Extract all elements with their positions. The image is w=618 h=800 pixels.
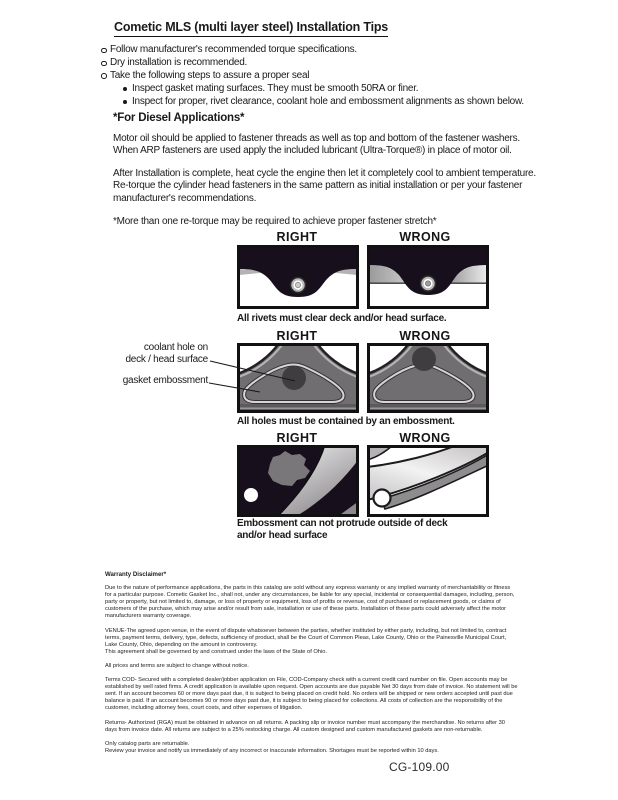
right-label: RIGHT [276, 230, 318, 244]
wrong-label: WRONG [399, 329, 451, 343]
warranty-paragraph: All prices and terms are subject to change without notice. [105, 662, 249, 669]
page-code: CG-109.00 [389, 760, 450, 774]
diesel-note: *More than one re-torque may be required to achieve proper fastener stretch* [113, 215, 437, 227]
dot-bullet-icon [123, 87, 127, 91]
warranty-heading: Warranty Disclaimer* [105, 571, 167, 578]
warranty-paragraph: Review your invoice and notify us immediately of any incorrect or inaccurate information. Shortages must be reported within 10 days. [105, 747, 439, 754]
diesel-heading: *For Diesel Applications* [113, 112, 245, 124]
warranty-disclaimer-section [105, 571, 518, 762]
annotation-text: coolant hole on [143, 342, 208, 353]
caption-line: Embossment can not protrude outside of deck [237, 518, 448, 529]
diagram-protrusion-wrong-panel [367, 445, 489, 517]
bullet-text: Inspect for proper, rivet clearance, coolant hole and embossment alignments as shown below. [132, 95, 524, 107]
diagram-rivet-wrong-panel [367, 245, 489, 309]
diesel-applications-section [113, 112, 543, 238]
bullet-text: Dry installation is recommended. [110, 56, 248, 68]
warranty-paragraph: This agreement shall be governed by and construed under the laws of the State of Ohio. [105, 648, 327, 655]
row1-labels [237, 230, 485, 244]
wrong-label: WRONG [399, 230, 451, 244]
list-item [100, 57, 545, 70]
row3-labels [237, 431, 485, 445]
row2-labels [237, 329, 485, 343]
list-item [122, 96, 545, 109]
row1-caption: All rivets must clear deck and/or head surface. [237, 313, 447, 324]
right-label: RIGHT [276, 431, 318, 445]
diesel-paragraph: Motor oil should be applied to fastener threads as well as top and bottom of the fastener washers. When ARP fasteners are used apply the included lubricant (Ultra-Torque®) in place of motor oil. [113, 132, 520, 157]
row3-caption [237, 518, 487, 542]
tips-bullet-list [100, 44, 545, 83]
warranty-paragraph: Returns- Authorized (RGA) must be obtained in advance on all returns. A packing slip or invoice number must accompany the merchandise. No returns after 30 days from invoice date. All returns are subject to a 25% restocking charge. All custom designed and custom manufactured gaskets are non-returnable. [105, 719, 505, 733]
list-item [100, 44, 545, 57]
diagram-embossment-wrong-panel [367, 343, 489, 413]
row3-panels [237, 445, 489, 517]
list-item [100, 70, 545, 83]
annotation-leader-lines [205, 352, 315, 400]
list-item [122, 83, 545, 96]
installation-tips-section [100, 20, 545, 109]
coolant-hole-annotation [96, 342, 208, 365]
warranty-paragraph: Only catalog parts are returnable. [105, 740, 190, 747]
circle-bullet-icon [101, 61, 107, 67]
page-title: Cometic MLS (multi layer steel) Installation Tips [114, 20, 388, 37]
tips-sub-bullet-list [122, 83, 545, 109]
bullet-text: Inspect gasket mating surfaces. They must be smooth 50RA or finer. [132, 82, 419, 94]
diesel-paragraph: After Installation is complete, heat cycle the engine then let it completely cool to ambient temperature. Re-torque the cylinder head fasteners in the same pattern as initial installation or per your fastener manufacturer's recommendations. [113, 167, 536, 204]
gasket-embossment-annotation [92, 375, 208, 387]
dot-bullet-icon [123, 100, 127, 104]
circle-bullet-icon [101, 73, 107, 79]
circle-bullet-icon [101, 48, 107, 54]
bullet-text: Follow manufacturer's recommended torque specifications. [110, 44, 357, 55]
bullet-text: Take the following steps to assure a proper seal [110, 69, 310, 81]
warranty-paragraph: VENUE-The agreed upon venue, in the event of dispute whatsoever between the parties, whether instituted by either party, including, but not limited to, contract terms, payment terms, delivery, type, defects, sufficiency of product, shall be the Court of Common Pleas, Lake County, Ohio or the Painesville Municipal Court, Lake County, Ohio, depending on the amount in controversy. [105, 627, 507, 648]
warranty-paragraph: Terms COD- Secured with a completed dealer/jobber application on File, COD-Company check with a current credit card number on file. Open accounts may be established by well rated firms. A credit application is available upon request. Open accounts are due payable Net 30 days from date of invoice. No statement will be sent. If an account becomes 60 or more days past due, it is subject to being placed on credit hold. No orders will be shipped or new orders accepted until past due balance is paid. If an account becomes 90 or more days past due, it is subject to being placed for collections. All costs of collection are the responsibility of the customer, including attorney fees, court costs, and other expenses of litigation. [105, 677, 518, 712]
row1-panels [237, 245, 489, 309]
caption-line: and/or head surface [237, 529, 328, 541]
diagram-protrusion-right-panel [237, 445, 359, 517]
wrong-label: WRONG [399, 431, 451, 445]
row2-caption: All holes must be contained by an embossment. [237, 416, 455, 427]
right-label: RIGHT [276, 329, 318, 343]
annotation-text: gasket embossment [122, 375, 208, 386]
diagram-rivet-right-panel [237, 245, 359, 309]
annotation-text: deck / head surface [125, 353, 208, 365]
warranty-paragraph: Due to the nature of performance applications, the parts in this catalog are sold without any express warranty or any implied warranty of merchantability or fitness for a particular purpose. Cometic Gasket Inc., shall not, under any circumstances, be liable for any special, incidental or consequential damages, including, person, party or property, but not limited to, damage, or loss of property or equipment, loss of profits or revenue, cost of purchased or replacement goods, or claims of customers of the purchase, which may arise and/or result from sale, installation or use of these parts. Installation of these parts could adversely affect the motor manufacturers warranty coverage. [105, 585, 515, 620]
